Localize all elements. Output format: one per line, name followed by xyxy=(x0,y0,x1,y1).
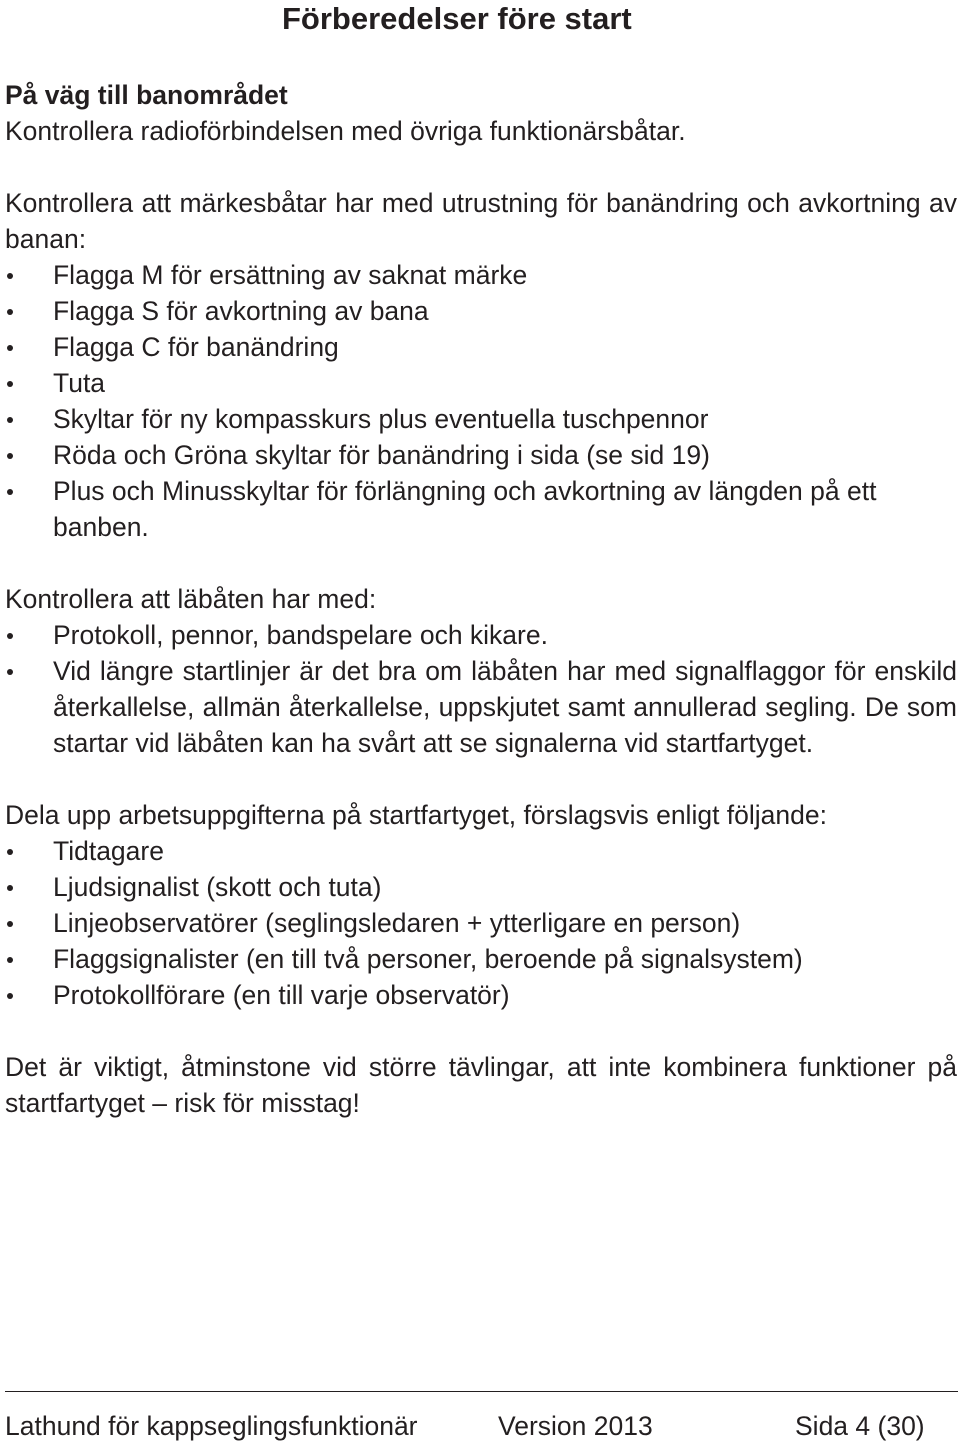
tasks-list xyxy=(5,833,957,1013)
list-item: Röda och Gröna skyltar för banändring i sida (se sid 19) xyxy=(53,440,710,470)
page-title: Förberedelser före start xyxy=(282,1,632,36)
lee-boat-lead: Kontrollera att läbåten har med: xyxy=(5,584,377,614)
marker-boats-lead: Kontrollera att märkesbåtar har med utrustning för banändring och avkortning av banan: xyxy=(5,188,957,254)
list-item: Tuta xyxy=(53,368,106,398)
list-item: Vid längre startlinjer är det bra om läbåten har med signalflaggor för enskild återkallelse, allmän återkallelse, uppskjutet samt annullerad segling. De som startar vid läbåten kan ha svårt att se signalerna vid startfartyget. xyxy=(53,656,957,758)
lee-boat-list xyxy=(5,617,957,761)
footer-title: Lathund för kappseglingsfunktionär xyxy=(5,1411,418,1441)
tasks-lead: Dela upp arbetsuppgifterna på startfartyget, förslagsvis enligt följande: xyxy=(5,800,827,830)
list-item: Flagga C för banändring xyxy=(53,332,339,362)
document-body xyxy=(5,77,957,1121)
warning-paragraph: Det är viktigt, åtminstone vid större tävlingar, att inte kombinera funktioner på startfartyget – risk för misstag! xyxy=(5,1052,957,1118)
footer-divider xyxy=(5,1391,958,1392)
list-item: Tidtagare xyxy=(53,836,164,866)
list-item: Skyltar för ny kompasskurs plus eventuella tuschpennor xyxy=(53,404,709,434)
list-item: Flaggsignalister (en till två personer, beroende på signalsystem) xyxy=(53,944,803,974)
footer-page-number: Sida 4 (30) xyxy=(795,1411,925,1441)
footer-version: Version 2013 xyxy=(498,1411,653,1441)
list-item: Protokollförare (en till varje observatör) xyxy=(53,980,510,1010)
list-item: Flagga S för avkortning av bana xyxy=(53,296,429,326)
marker-boats-list xyxy=(5,257,957,545)
list-item: Plus och Minusskyltar för förlängning och avkortning av längden på ett banben. xyxy=(53,476,877,542)
list-item: Flagga M för ersättning av saknat märke xyxy=(53,260,528,290)
list-item: Ljudsignalist (skott och tuta) xyxy=(53,872,382,902)
section-heading: På väg till banområdet xyxy=(5,80,288,110)
list-item: Protokoll, pennor, bandspelare och kikare. xyxy=(53,620,548,650)
list-item: Linjeobservatörer (seglingsledaren + ytterligare en person) xyxy=(53,908,741,938)
intro-paragraph: Kontrollera radioförbindelsen med övriga funktionärsbåtar. xyxy=(5,116,686,146)
